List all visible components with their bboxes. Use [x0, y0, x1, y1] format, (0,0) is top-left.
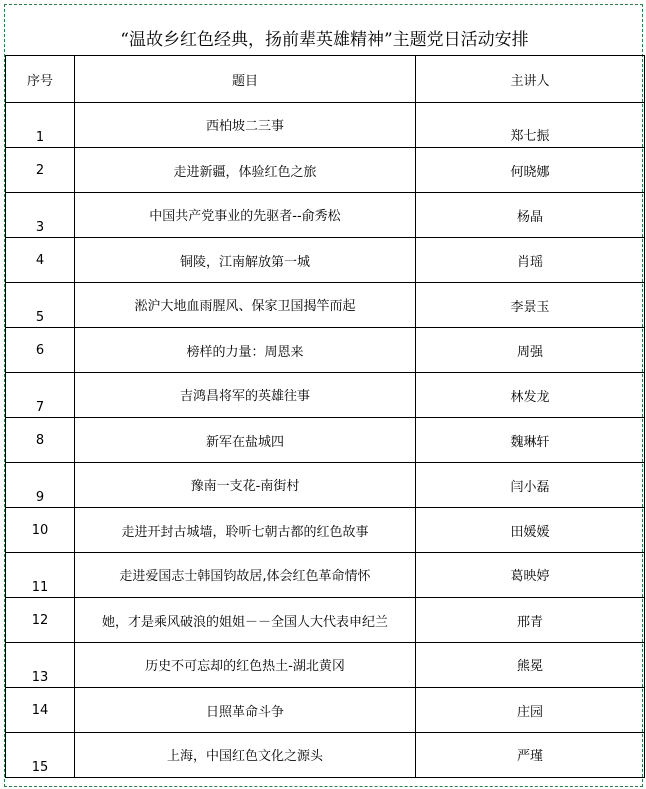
row-topic: 走进新疆，体验红色之旅	[75, 148, 416, 193]
row-num: 5	[6, 283, 75, 328]
row-topic: 历史不可忘却的红色热土-湖北黄冈	[75, 643, 416, 688]
row-speaker: 葛映婷	[416, 553, 645, 598]
spreadsheet-page	[4, 4, 643, 787]
row-speaker: 熊冕	[416, 643, 645, 688]
row-speaker: 林发龙	[416, 373, 645, 418]
row-speaker: 邢青	[416, 598, 645, 643]
row-num: 4	[6, 238, 75, 283]
row-speaker: 郑七振	[416, 103, 645, 148]
table-row	[6, 238, 645, 283]
row-topic: 吉鸿昌将军的英雄往事	[75, 373, 416, 418]
row-num: 9	[6, 463, 75, 508]
header-speaker: 主讲人	[416, 56, 645, 103]
table-row	[6, 328, 645, 373]
table-header-row	[6, 56, 645, 103]
table-row	[6, 103, 645, 148]
row-num: 11	[6, 553, 75, 598]
table-row	[6, 733, 645, 778]
row-num: 8	[6, 418, 75, 463]
row-topic: 榜样的力量：周恩来	[75, 328, 416, 373]
row-topic: 她，才是乘风破浪的姐姐－－全国人大代表申纪兰	[75, 598, 416, 643]
table-row	[6, 598, 645, 643]
row-speaker: 魏琳轩	[416, 418, 645, 463]
row-speaker: 肖瑶	[416, 238, 645, 283]
row-speaker: 田媛媛	[416, 508, 645, 553]
row-topic: 走进爱国志士韩国钧故居,体会红色革命情怀	[75, 553, 416, 598]
row-num: 12	[6, 598, 75, 643]
row-speaker: 杨晶	[416, 193, 645, 238]
table-row	[6, 193, 645, 238]
row-topic: 上海，中国红色文化之源头	[75, 733, 416, 778]
row-num: 6	[6, 328, 75, 373]
row-num: 7	[6, 373, 75, 418]
row-topic: 日照革命斗争	[75, 688, 416, 733]
table-row	[6, 508, 645, 553]
row-num: 14	[6, 688, 75, 733]
row-speaker: 李景玉	[416, 283, 645, 328]
table-row	[6, 283, 645, 328]
row-num: 15	[6, 733, 75, 778]
row-speaker: 闫小磊	[416, 463, 645, 508]
row-speaker: 何晓娜	[416, 148, 645, 193]
row-num: 10	[6, 508, 75, 553]
table-row	[6, 418, 645, 463]
row-topic: 中国共产党事业的先驱者--俞秀松	[75, 193, 416, 238]
row-num: 3	[6, 193, 75, 238]
row-topic: 西柏坡二三事	[75, 103, 416, 148]
row-topic: 淞沪大地血雨腥风、保家卫国揭竿而起	[75, 283, 416, 328]
row-speaker: 严瑾	[416, 733, 645, 778]
schedule-table	[5, 55, 645, 778]
table-row	[6, 463, 645, 508]
table-row	[6, 148, 645, 193]
row-num: 13	[6, 643, 75, 688]
table-row	[6, 643, 645, 688]
header-topic: 题目	[75, 56, 416, 103]
row-topic: 豫南一支花-南街村	[75, 463, 416, 508]
row-num: 2	[6, 148, 75, 193]
row-num: 1	[6, 103, 75, 148]
header-num: 序号	[6, 56, 75, 103]
page-title: “温故乡红色经典，扬前辈英雄精神”主题党日活动安排	[120, 30, 529, 50]
row-topic: 新军在盐城四	[75, 418, 416, 463]
row-speaker: 周强	[416, 328, 645, 373]
row-topic: 走进开封古城墙，聆听七朝古都的红色故事	[75, 508, 416, 553]
row-topic: 铜陵，江南解放第一城	[75, 238, 416, 283]
row-speaker: 庄园	[416, 688, 645, 733]
table-row	[6, 688, 645, 733]
table-row	[6, 553, 645, 598]
table-row	[6, 373, 645, 418]
